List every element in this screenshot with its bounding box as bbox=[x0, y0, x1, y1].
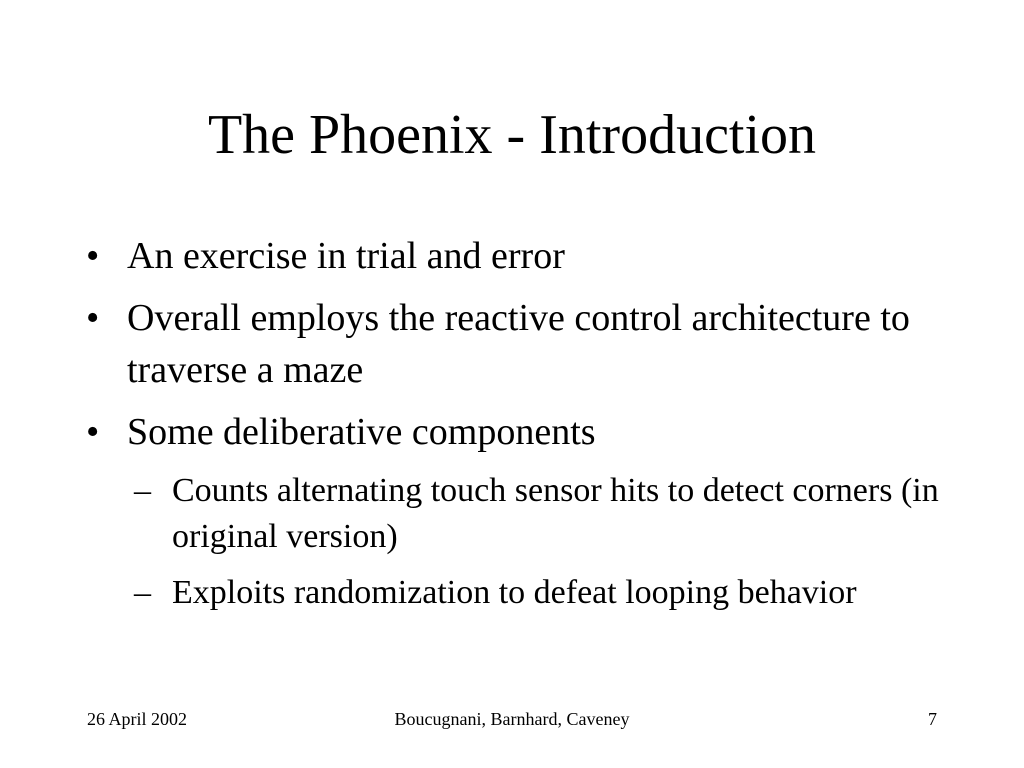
subbullet-marker: – bbox=[134, 574, 151, 611]
footer-page-number: 7 bbox=[928, 709, 937, 729]
bullet-item bbox=[80, 230, 940, 282]
footer-date: 26 April 2002 bbox=[87, 709, 188, 729]
footer-authors: Boucugnani, Barnhard, Caveney bbox=[394, 709, 630, 729]
bullet-marker: • bbox=[86, 411, 100, 453]
slide-title: The Phoenix - Introduction bbox=[207, 104, 817, 166]
bullet-text: Overall employs the reactive control architecture to traverse a maze bbox=[127, 297, 910, 391]
subbullet-list bbox=[80, 468, 940, 616]
subbullet-group bbox=[80, 468, 940, 616]
bullet-list bbox=[80, 230, 940, 626]
bullet-marker: • bbox=[86, 297, 100, 339]
subbullet-item bbox=[80, 468, 940, 560]
subbullet-marker: – bbox=[134, 472, 151, 509]
subbullet-text: Exploits randomization to defeat looping behavior bbox=[172, 574, 857, 611]
bullet-item bbox=[80, 406, 940, 458]
bullet-item bbox=[80, 292, 940, 396]
bullet-text: An exercise in trial and error bbox=[127, 235, 565, 277]
bullet-text: Some deliberative components bbox=[127, 411, 596, 453]
bullet-marker: • bbox=[86, 235, 100, 277]
subbullet-item bbox=[80, 570, 940, 616]
subbullet-text: Counts alternating touch sensor hits to detect corners (in original version) bbox=[172, 472, 939, 555]
